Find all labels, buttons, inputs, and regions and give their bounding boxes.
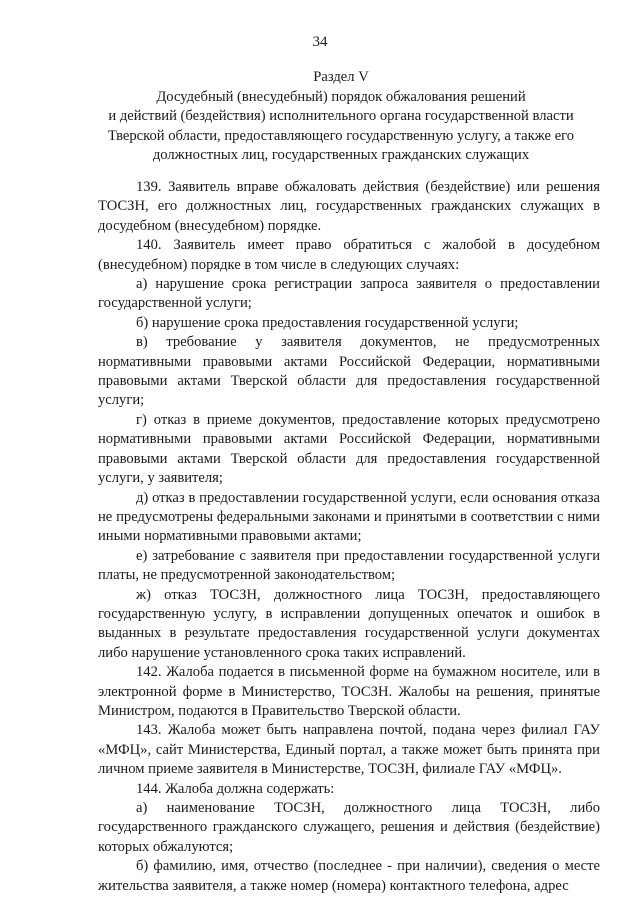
list-item-d: д) отказ в предоставлении государственной услуги, если основания отказа не предусмотрены федеральными законами и принятыми в соответствии с ними иными нормативными правовыми актами;: [98, 489, 600, 545]
list-item-e: е) затребование с заявителя при предоставлении государственной услуги платы, не предусмотренной законодательством;: [98, 547, 600, 584]
list-item-zh: ж) отказ ТОСЗН, должностного лица ТОСЗН, предоставляющего государственную услугу, в исправлении допущенных опечаток и ошибок в выданных в результате предоставления государственной услуги документах либо нарушение установленного срока таких исправлений.: [98, 586, 600, 661]
paragraph-140: 140. Заявитель имеет право обратиться с жалобой в досудебном (внесудебном) порядке в том числе в следующих случаях:: [98, 237, 600, 273]
section-title: Раздел V: [313, 69, 369, 85]
list-item-a: а) нарушение срока регистрации запроса заявителя о предоставлении государственной услуги;: [98, 276, 600, 312]
list-item-b: б) нарушение срока предоставления государственной услуги;: [136, 314, 519, 331]
section-subtitle-line: Досудебный (внесудебный) порядок обжалования решений: [156, 88, 526, 105]
section-subtitle-line: Тверской области, предоставляющего государственную услугу, а также его: [107, 127, 575, 144]
list-item-b-2: б) фамилию, имя, отчество (последнее - при наличии), сведения о месте жительства заявителя, а также номер (номера) контактного телефона, адрес: [98, 858, 600, 894]
paragraph-143: 143. Жалоба может быть направлена почтой, подана через филиал ГАУ «МФЦ», сайт Министерства, Единый портал, а также может быть принята при личном приеме заявителя в Министерстве, ТОСЗН, филиале ГАУ «МФЦ».: [98, 722, 600, 778]
list-item-g: г) отказ в приеме документов, предоставление которых предусмотрено нормативными правовыми актами Российской Федерации, нормативными правовыми актами Тверской области для предоставления государственной услуги, у заявителя;: [98, 411, 600, 487]
paragraph-144: 144. Жалоба должна содержать:: [136, 780, 335, 797]
list-item-v: в) требование у заявителя документов, не предусмотренных нормативными правовыми актами Российской Федерации, нормативными правовыми актами Тверской области для предоставления государственной услуги;: [98, 334, 600, 409]
paragraph-142: 142. Жалоба подается в письменной форме на бумажном носителе, или в электронной форме в Министерство, ТОСЗН. Жалобы на решения, принятые Министром, подаются в Правительство Тверской области.: [98, 664, 600, 719]
section-subtitle-line: и действий (бездействия) исполнительного органа государственной власти: [108, 108, 574, 125]
body-text: [98, 178, 600, 896]
list-item-a-2: а) наименование ТОСЗН, должностного лица ТОСЗН, либо государственного гражданского служащего, решения и действия (бездействие) которых обжалуются;: [98, 800, 600, 855]
section-heading: [86, 68, 596, 166]
paragraph-139: 139. Заявитель вправе обжаловать действия (бездействие) или решения ТОСЗН, его должностных лиц, государственных гражданских служащих в досудебном (внесудебном) порядке.: [98, 179, 600, 234]
page-number: 34: [312, 34, 328, 50]
section-subtitle-line: должностных лиц, государственных гражданских служащих: [152, 147, 530, 164]
